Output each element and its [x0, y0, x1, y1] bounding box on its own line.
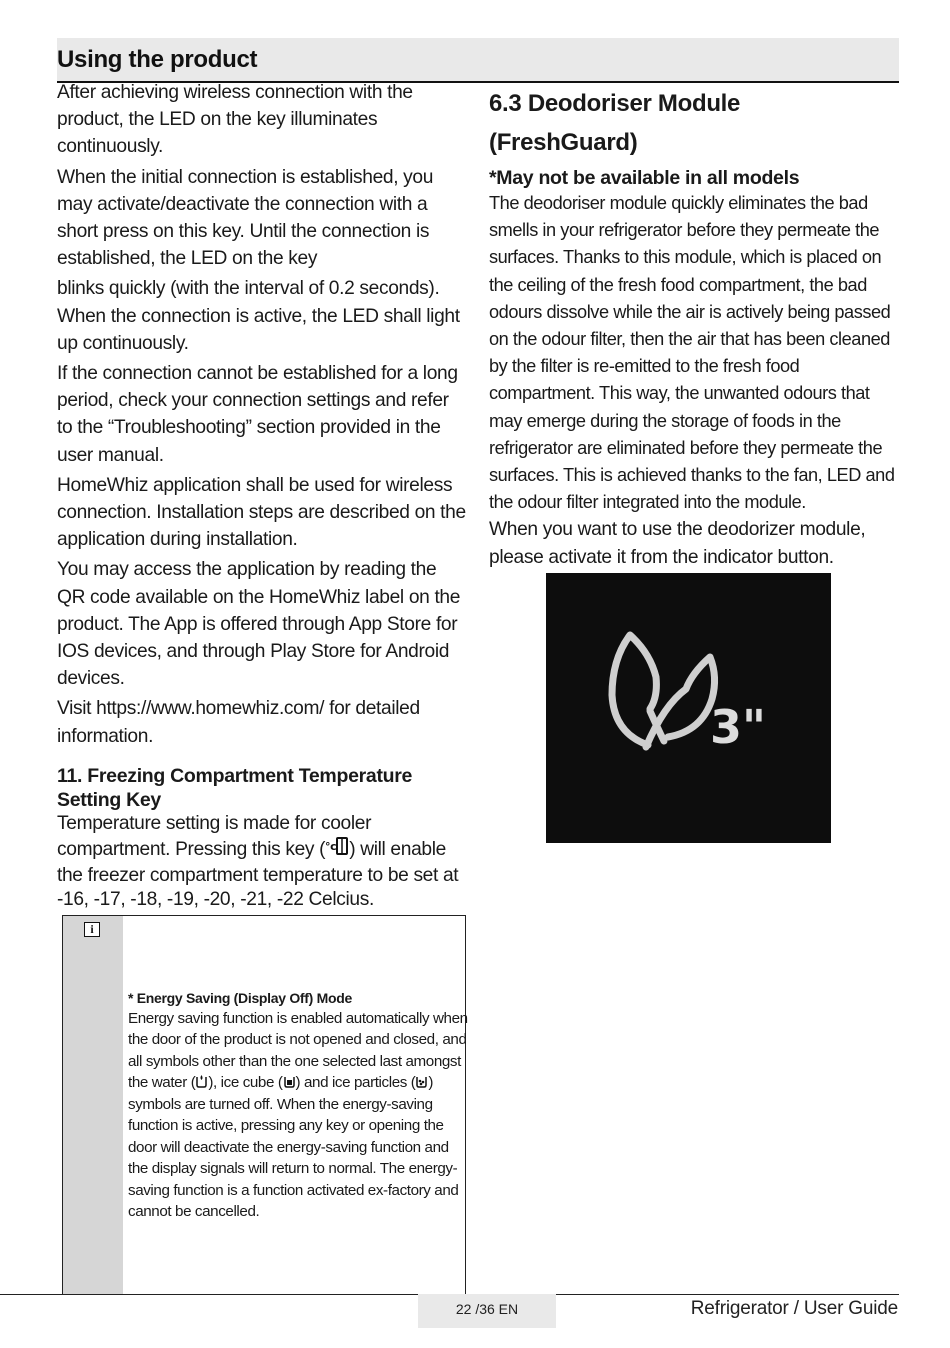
- paragraph: After achieving wireless connection with the product, the LED on the key illuminates continuously.: [57, 82, 413, 158]
- availability-note: *May not be available in all models: [489, 167, 800, 189]
- section-text-after: ) will enable the freezer compartment temperature to be set at -16, -17, -18, -19, -20, -21, -22 Celcius.: [57, 839, 459, 911]
- document-title: Refrigerator / User Guide: [690, 1298, 898, 1319]
- note-body: [128, 1008, 468, 1222]
- freezer-temperature-key-icon: [325, 836, 349, 864]
- left-column: [57, 80, 467, 913]
- ice-cube-icon: [283, 1073, 296, 1094]
- page-number: 22 /36 EN: [418, 1294, 556, 1328]
- note-content: [128, 988, 468, 1222]
- paragraph: blinks quickly (with the interval of 0.2 seconds). When the connection is active, the LED shall light up continuously.: [57, 278, 460, 354]
- note-title: * Energy Saving (Display Off) Mode: [128, 990, 352, 1006]
- leaf-icon: [546, 573, 831, 843]
- deodoriser-description: The deodoriser module quickly eliminates the bad smells in your refrigerator before they permeate the surfaces. Thanks to this module, which is placed on the ceiling of the fresh food compartment, the bad odours dissolve while the air is actively being passed on the odour filter, then the air that has been cleaned by the filter is re-emitted to the fresh food compartment. This way, the unwanted odours that may emerge during the storage of foods in the refrigerator are eliminated before they permeate the surfaces. This is achieved thanks to the fan, LED and the odour filter integrated into the module.: [489, 193, 895, 513]
- ice-particles-icon: [415, 1073, 428, 1094]
- section-title: 6.3 Deodoriser Module: [489, 90, 741, 117]
- note-sidebar: [63, 916, 123, 1295]
- page-header: [57, 38, 899, 83]
- deodoriser-instruction: When you want to use the deodorizer module, please activate it from the indicator button.: [489, 519, 866, 568]
- page-title: Using the product: [57, 46, 258, 73]
- section-paragraph: [57, 812, 467, 913]
- section-title-sub: (FreshGuard): [489, 129, 638, 156]
- right-column: [489, 80, 901, 571]
- note-text: ), ice cube (: [208, 1074, 283, 1092]
- water-icon: [195, 1073, 208, 1094]
- panel-label: 3": [710, 700, 766, 754]
- paragraph: HomeWhiz application shall be used for wireless connection. Installation steps are described on the application during installation.: [57, 474, 466, 551]
- paragraph: You may access the application by reading the QR code available on the HomeWhiz label on the product. The App is offered through App Store for IOS devices, and through Play Store for Android devices.: [57, 559, 461, 690]
- paragraph: Visit https://www.homewhiz.com/ for detailed information.: [57, 698, 420, 747]
- svg-text:°c: °c: [325, 840, 337, 854]
- note-box: [62, 915, 466, 1295]
- note-text: ) symbols are turned off. When the energy-saving function is active, pressing any key or opening the door will deactivate the energy-saving function and the display signals will return to normal. The energy-saving function is a function activated ex-factory and cannot be cancelled.: [128, 1074, 459, 1220]
- section-heading: 11. Freezing Compartment Temperature Setting Key: [57, 764, 413, 811]
- deodoriser-indicator-image: [546, 573, 831, 843]
- paragraph: If the connection cannot be established for a long period, check your connection settings and refer to the “Troubleshooting” section provided in the user manual.: [57, 363, 458, 466]
- paragraph: When the initial connection is established, you may activate/deactivate the connection with a short press on this key. Until the connection is established, the LED on the key: [57, 166, 434, 270]
- note-text: Energy saving function is enabled automatically when the door of the product is not opened and closed, and all symbols other than the one selected last amongst the water (: [128, 1010, 468, 1092]
- note-text: ) and ice particles (: [295, 1074, 416, 1092]
- section-text-before: Temperature setting is made for cooler compartment. Pressing this key (: [57, 812, 372, 861]
- info-icon: i: [84, 922, 100, 937]
